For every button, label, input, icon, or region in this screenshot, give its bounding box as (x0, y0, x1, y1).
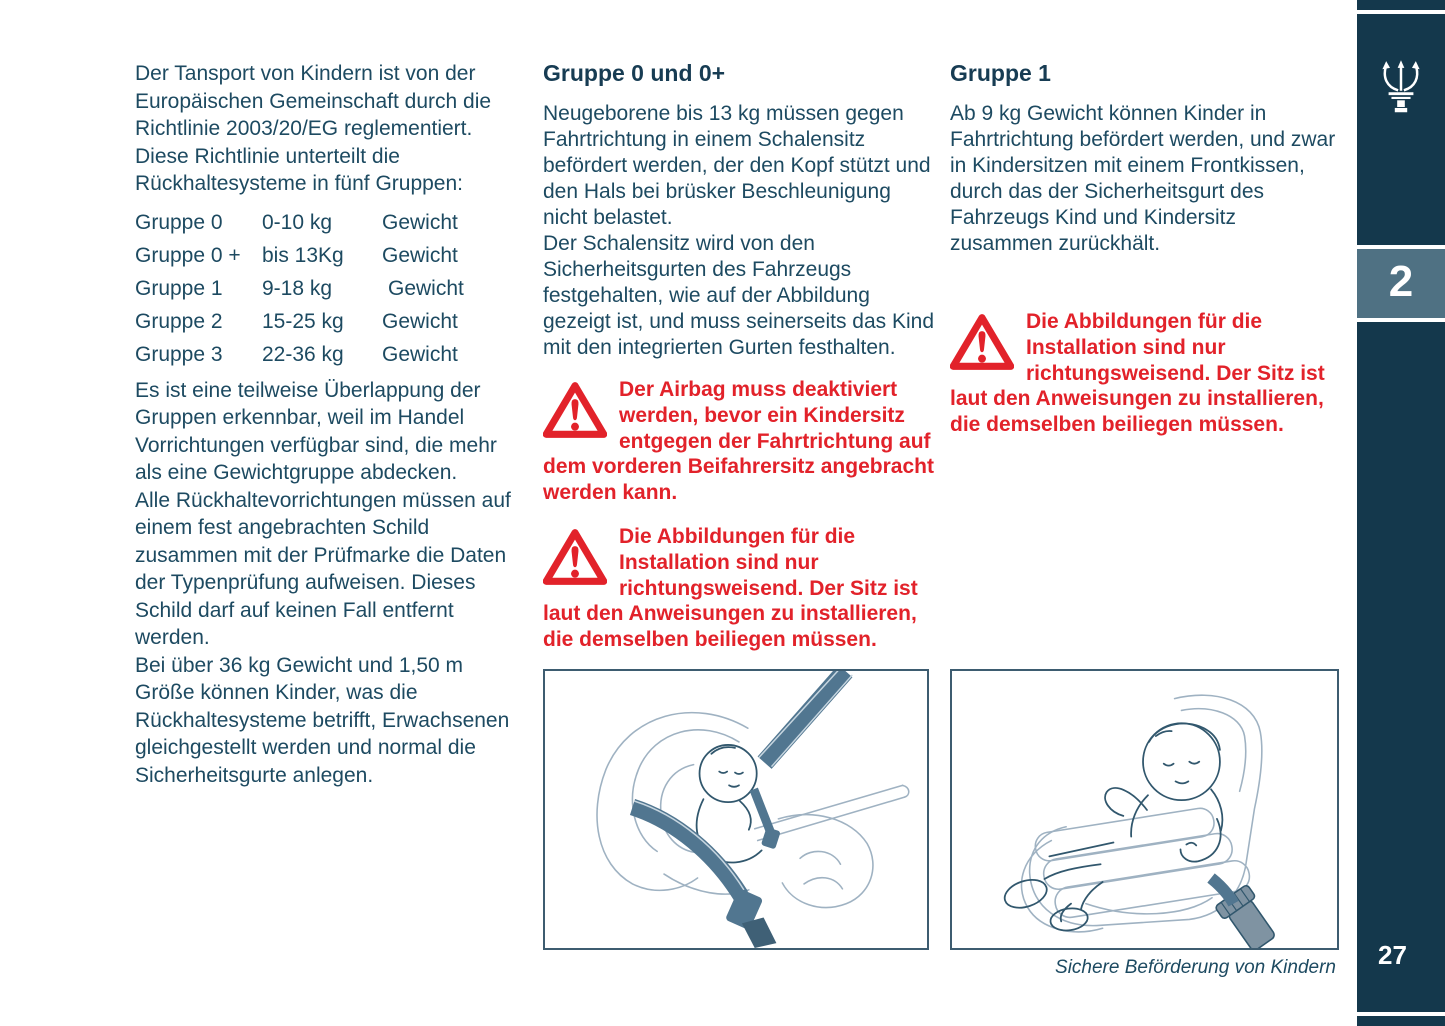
overlap-paragraph: Es ist eine teilweise Überlappung der Gruppen erkennbar, weil im Handel Vorrichtungen verfügbar sind, die mehr als eine Gewichtgruppe abdecken. (135, 378, 497, 484)
group-label: Gewicht (382, 342, 458, 366)
warning-text: Die Abbildungen für die Installation sind nur richtungsweisend. Der Sitz ist laut den Anweisungen zu installieren, die demselben beiliegen müssen. (950, 310, 1325, 437)
chapter-tab (1357, 249, 1445, 318)
right-column (950, 60, 1342, 438)
gruppe1-paragraph: Ab 9 kg Gewicht können Kinder in Fahrtrichtung befördert werden, und zwar in Kindersitzen mit einem Frontkissen, durch das der Sicherheitsgurt des Fahrzeugs Kind und Kindersitz zusammen zurückhält. (950, 102, 1336, 255)
sidebar-bottom-strip (1357, 1016, 1445, 1026)
warning-block-install-mid (543, 524, 935, 653)
sidebar-lower-block (1357, 322, 1445, 1012)
left-column (135, 60, 517, 789)
group-name: Gruppe 0 (135, 210, 223, 234)
group-weight: 9-18 kg (262, 276, 333, 300)
gruppe0-paragraph-2: Der Schalensitz wird von den Sicherheitsgurten des Fahrzeugs festgehalten, wie auf der Abbildung gezeigt ist, und muss seinerseits das Kind mit den integrierten Gurten festhalten. (543, 232, 935, 359)
sidebar (1357, 0, 1445, 1026)
weight-groups-table (135, 206, 517, 371)
table-row (135, 272, 517, 305)
page-number: 27 (1378, 940, 1407, 970)
figure-frame-infant-seat (543, 669, 929, 950)
group-weight: 22-36 kg (262, 342, 344, 366)
child-seat-illustration (952, 671, 1337, 948)
maserati-trident-icon (1380, 58, 1422, 114)
group-label: Gewicht (382, 210, 458, 234)
warning-triangle-icon (543, 381, 607, 439)
group-weight: 0-10 kg (262, 210, 333, 234)
group-name: Gruppe 3 (135, 342, 223, 366)
group-label: Gewicht (388, 276, 464, 300)
group-name: Gruppe 2 (135, 309, 223, 333)
middle-column (543, 60, 935, 653)
group-name: Gruppe 0 + (135, 243, 241, 267)
warning-triangle-icon (950, 313, 1014, 371)
label-paragraph: Alle Rückhaltevorrichtungen müssen auf einem fest angebrachten Schild zusammen mit der Prüfmarke die Daten der Typenprüfung aufweisen. Dieses Schild darf auf keinen Fall entfernt werden. (135, 488, 511, 649)
warning-text: Die Abbildungen für die Installation sind nur richtungsweisend. Der Sitz ist laut den Anweisungen zu installieren, die demselben beiliegen müssen. (543, 524, 918, 652)
sidebar-brand-block (1357, 14, 1445, 245)
group-weight: bis 13Kg (262, 243, 344, 267)
table-row (135, 338, 517, 371)
warning-text: Der Airbag muss deaktiviert werden, bevor ein Kindersitz entgegen der Fahrtrichtung auf dem vorderen Beifahrersitz angebracht werden kann. (543, 378, 934, 505)
figure-frame-child-seat (950, 669, 1339, 950)
group-label: Gewicht (382, 243, 458, 267)
table-row (135, 305, 517, 338)
warning-block-airbag (543, 377, 935, 506)
figure-caption: Sichere Beförderung von Kindern (1055, 957, 1336, 978)
adult-paragraph: Bei über 36 kg Gewicht und 1,50 m Größe können Kinder, was die Rückhaltesysteme betrifft, Erwachsenen gleichgestellt werden und normal die Sicherheitsgurte anlegen. (135, 653, 510, 787)
sidebar-top-strip (1357, 0, 1445, 10)
infant-carrier-illustration (545, 671, 927, 948)
warning-triangle-icon (543, 528, 607, 586)
section-heading-gruppe-1: Gruppe 1 (950, 60, 1051, 86)
table-row (135, 206, 517, 239)
group-weight: 15-25 kg (262, 309, 344, 333)
warning-block-install-right (950, 309, 1342, 438)
gruppe0-paragraph-1: Neugeborene bis 13 kg müssen gegen Fahrtrichtung in einem Schalensitz befördert werden, der den Kopf stützt und den Hals bei brüsker Beschleunigung nicht belastet. (543, 102, 931, 229)
table-row (135, 239, 517, 272)
group-name: Gruppe 1 (135, 276, 223, 300)
intro-paragraph: Der Tansport von Kindern ist von der Europäischen Gemeinschaft durch die Richtlinie 2003/20/EG reglementiert. Diese Richtlinie unterteilt die Rückhaltesysteme in fünf Gruppen: (135, 62, 492, 195)
section-heading-gruppe-0: Gruppe 0 und 0+ (543, 60, 726, 86)
group-label: Gewicht (382, 309, 458, 333)
chapter-number: 2 (1388, 257, 1414, 306)
